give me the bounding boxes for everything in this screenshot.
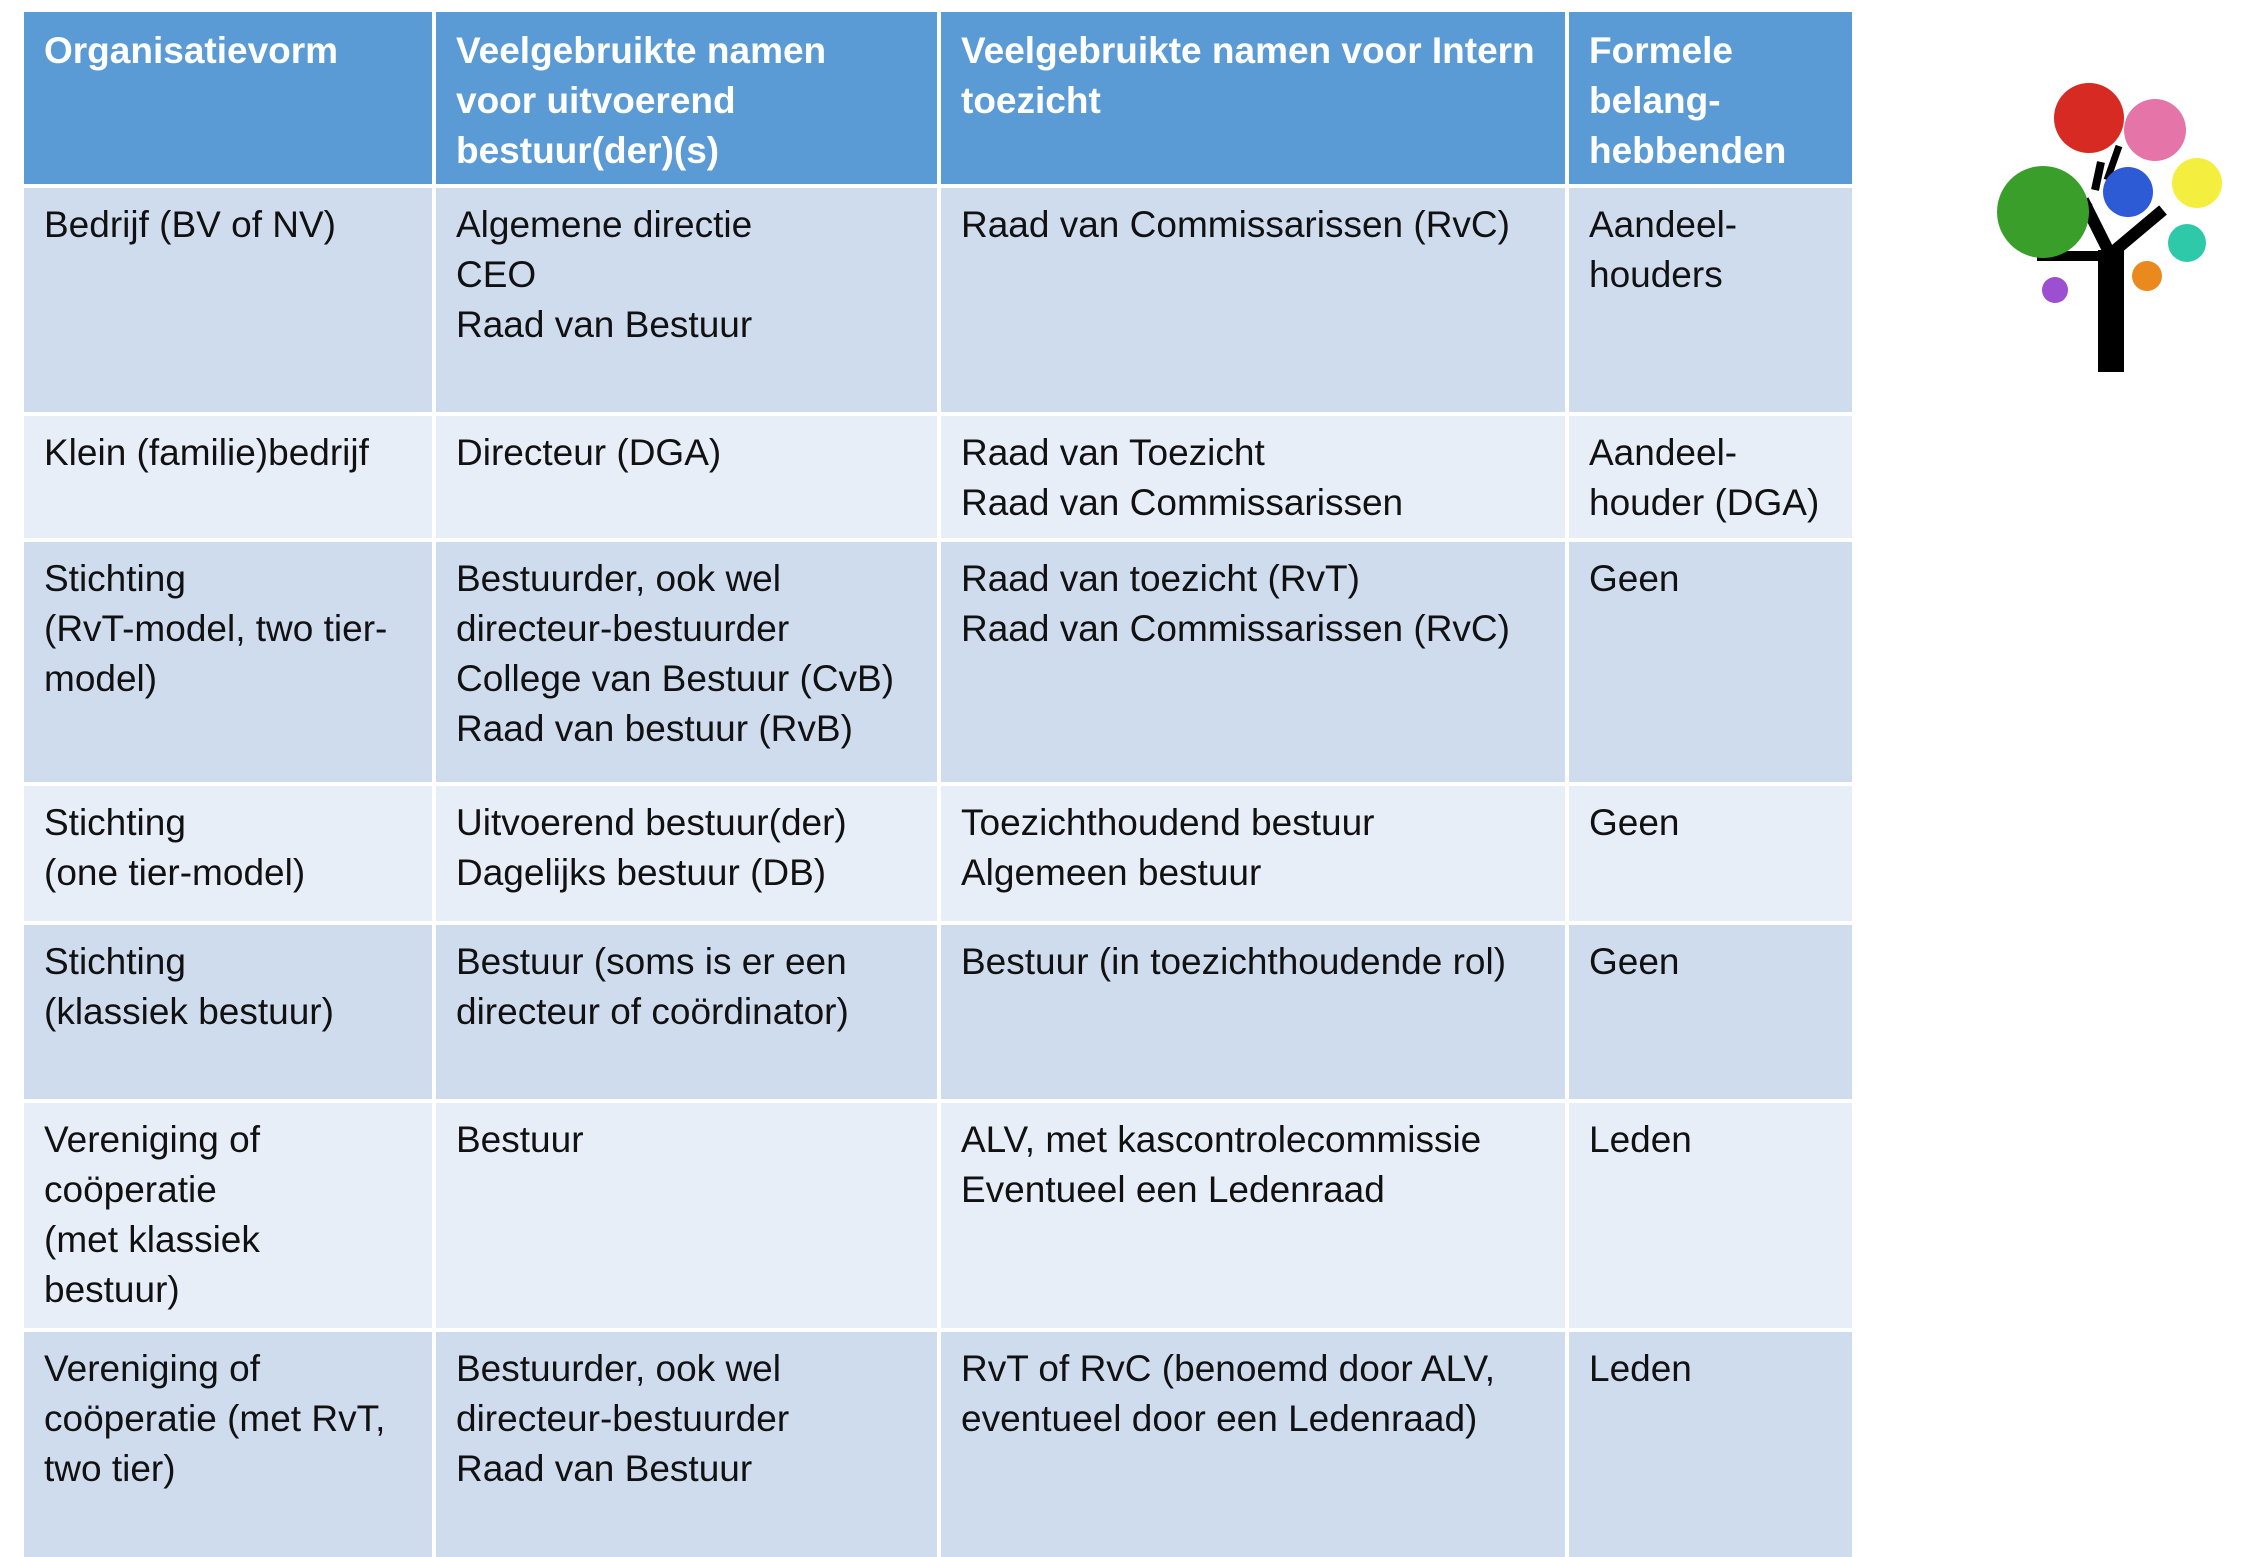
table-cell: Raad van toezicht (RvT) Raad van Commissarissen (RvC) [937, 542, 1565, 782]
table-cell: Leden [1565, 1103, 1852, 1328]
table-cell: Bestuur (in toezichthoudende rol) [937, 925, 1565, 1099]
table-cell: Directeur (DGA) [432, 416, 937, 538]
table-cell: Uitvoerend bestuur(der) Dagelijks bestuur (DB) [432, 786, 937, 921]
table-cell: RvT of RvC (benoemd door ALV, eventueel door een Ledenraad) [937, 1332, 1565, 1557]
table-cell: Bestuur (soms is er een directeur of coördinator) [432, 925, 937, 1099]
table-cell: Leden [1565, 1332, 1852, 1557]
header-cell-intern-toezicht: Veelgebruikte namen voor Intern toezicht [937, 12, 1565, 184]
table-cell: Geen [1565, 925, 1852, 1099]
table-cell: Stichting (klassiek bestuur) [24, 925, 432, 1099]
table-cell: Aandeel- houder (DGA) [1565, 416, 1852, 538]
table-cell: Algemene directie CEO Raad van Bestuur [432, 188, 937, 412]
table-cell: Vereniging of coöperatie (met klassiek bestuur) [24, 1103, 432, 1328]
table-cell: Stichting (RvT-model, two tier- model) [24, 542, 432, 782]
table-cell: ALV, met kascontrolecommissie Eventueel een Ledenraad [937, 1103, 1565, 1328]
table-cell: Geen [1565, 542, 1852, 782]
table-cell: Raad van Commissarissen (RvC) [937, 188, 1565, 412]
table-cell: Bestuurder, ook wel directeur-bestuurder College van Bestuur (CvB) Raad van bestuur (RvB) [432, 542, 937, 782]
colorful-tree-icon [1985, 80, 2225, 380]
table-cell: Bestuur [432, 1103, 937, 1328]
table-cell: Geen [1565, 786, 1852, 921]
header-cell-uitvoerend-bestuur: Veelgebruikte namen voor uitvoerend bestuur(der)(s) [432, 12, 937, 184]
table-cell: Toezichthoudend bestuur Algemeen bestuur [937, 786, 1565, 921]
table-cell: Aandeel- houders [1565, 188, 1852, 412]
table-cell: Vereniging of coöperatie (met RvT, two tier) [24, 1332, 432, 1557]
header-cell-organisatievorm: Organisatievorm [24, 12, 432, 184]
table-cell: Stichting (one tier-model) [24, 786, 432, 921]
table-cell: Raad van Toezicht Raad van Commissarissen [937, 416, 1565, 538]
header-cell-belanghebbenden: Formele belang- hebbenden [1565, 12, 1852, 184]
table-cell: Klein (familie)bedrijf [24, 416, 432, 538]
table-cell: Bestuurder, ook wel directeur-bestuurder Raad van Bestuur [432, 1332, 937, 1557]
governance-table [24, 12, 1852, 1557]
table-cell: Bedrijf (BV of NV) [24, 188, 432, 412]
